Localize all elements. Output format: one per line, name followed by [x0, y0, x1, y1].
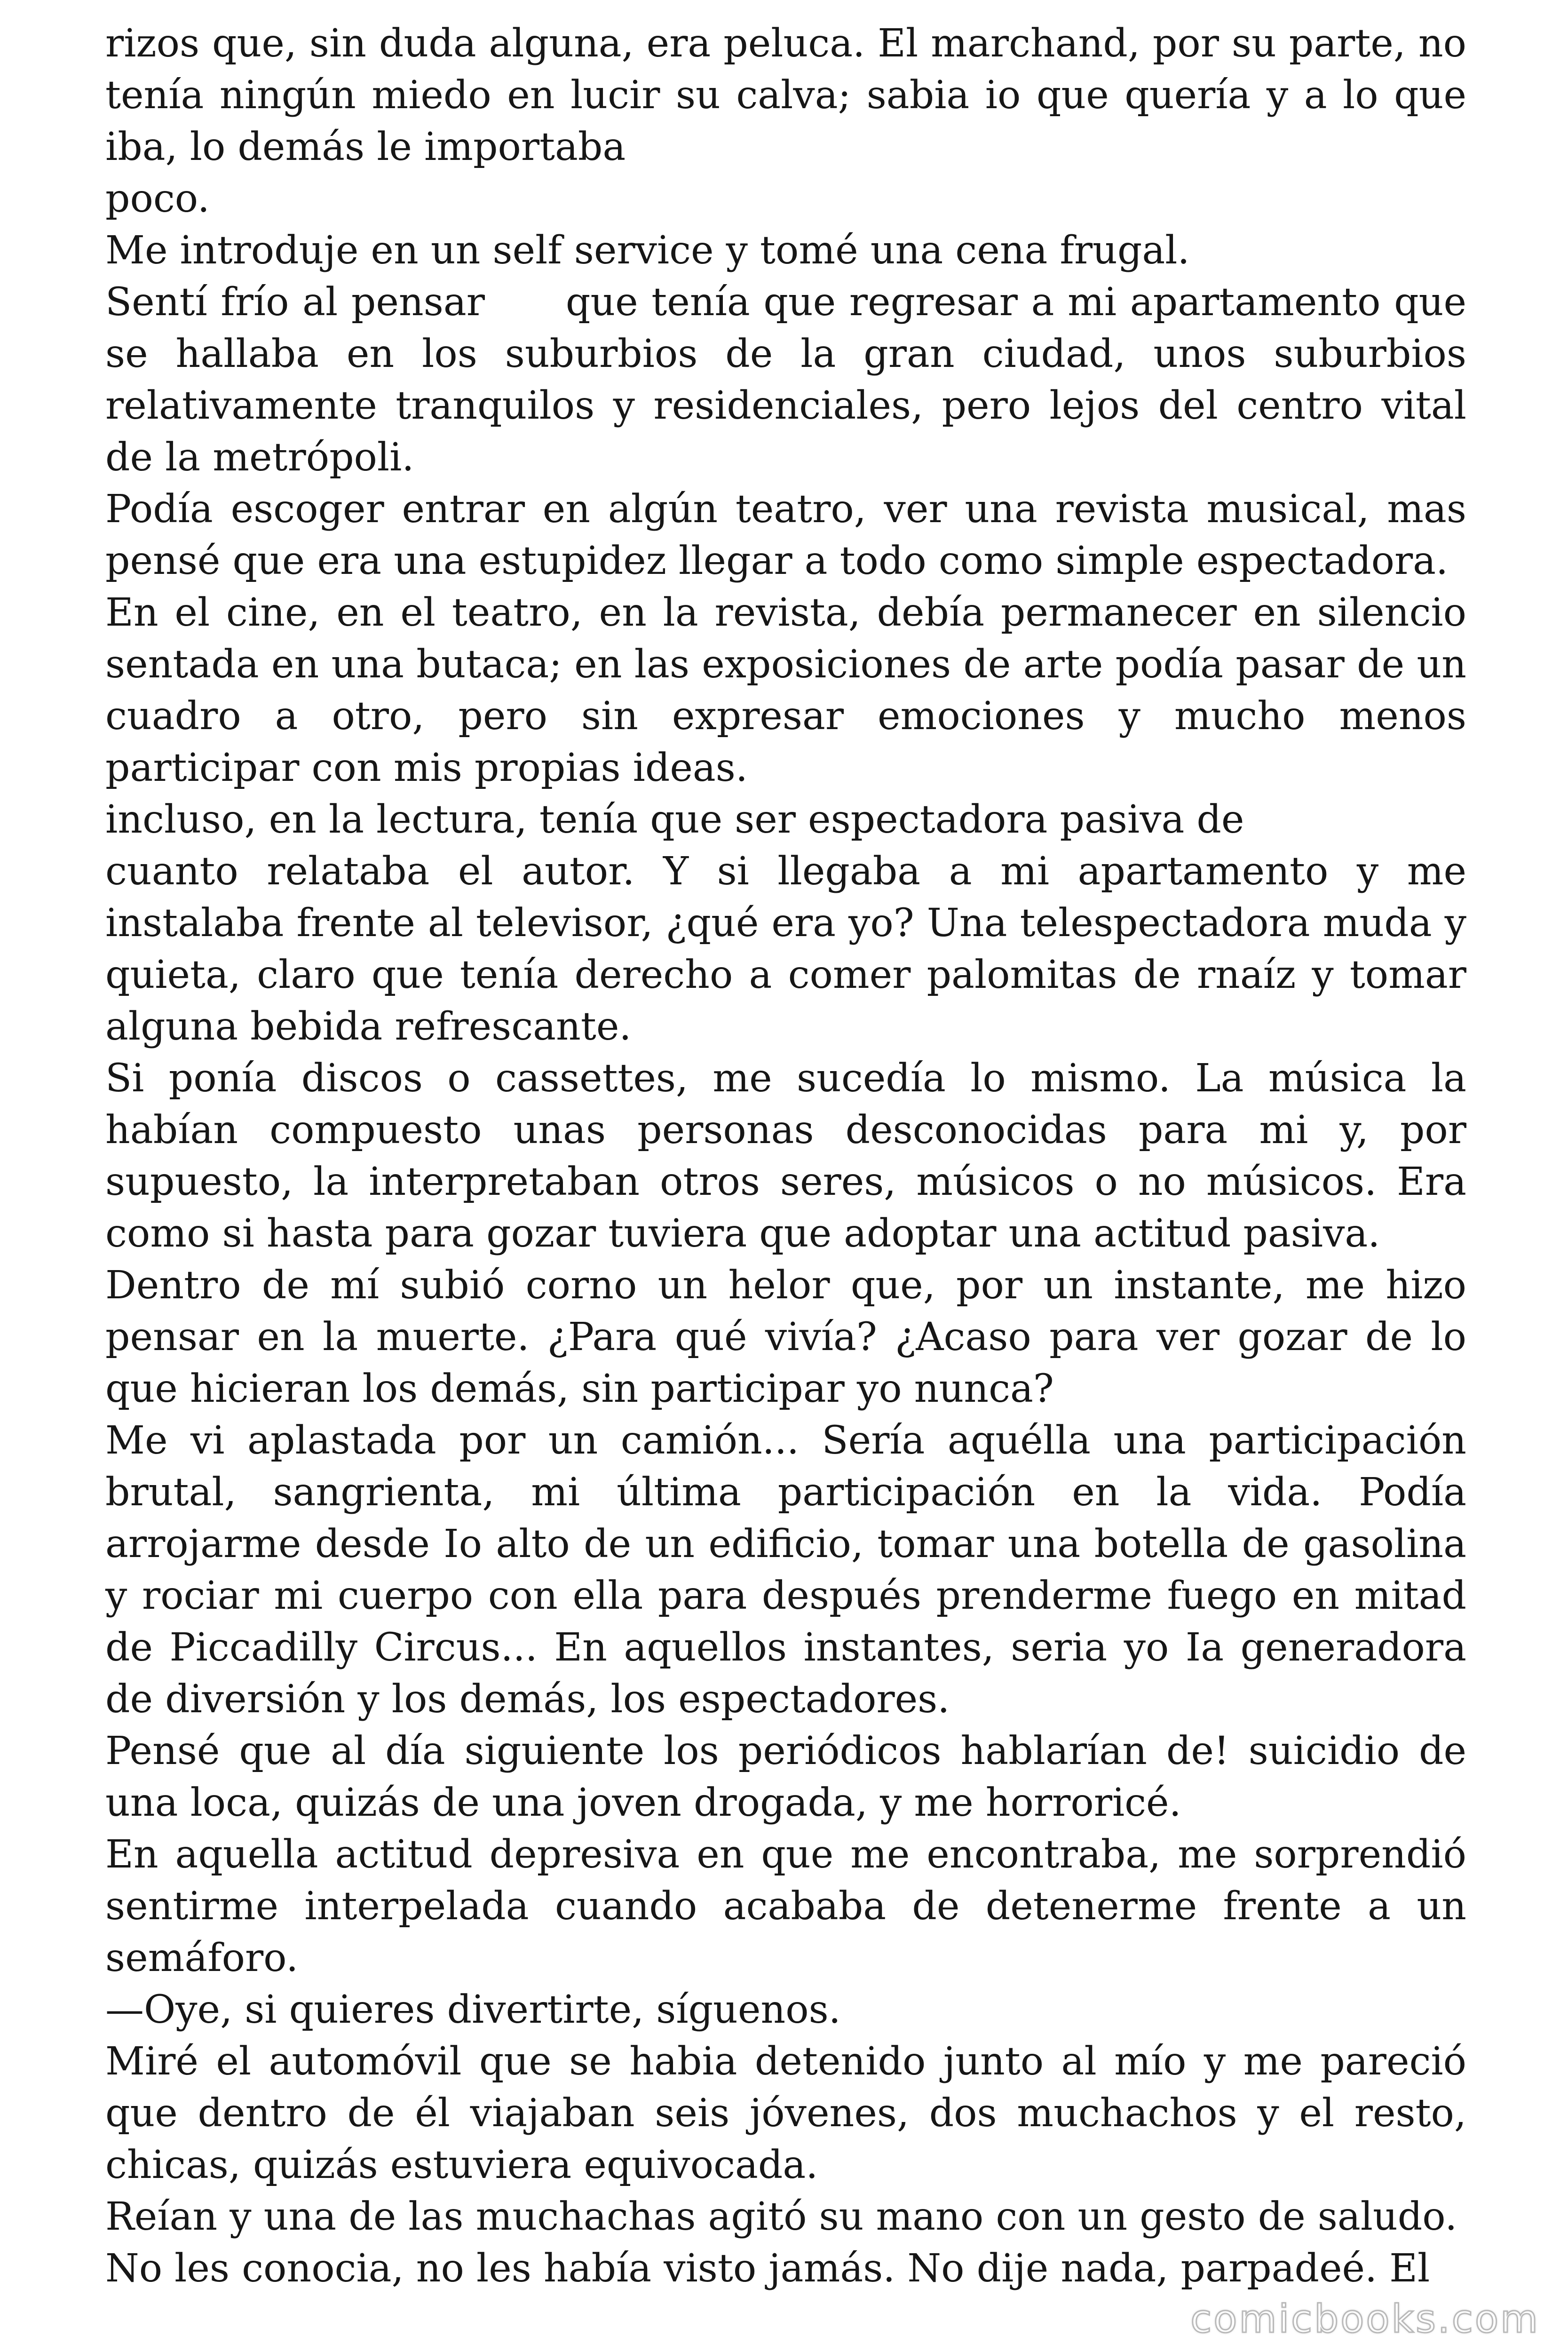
paragraph: Me introduje en un self service y tomé una cena frugal. — [105, 228, 1190, 273]
paragraph: —Oye, si quieres divertirte, síguenos. — [105, 1987, 841, 2032]
paragraph: Miré el automóvil que se habia detenido junto al mío y me pareció que dentro de él viajaban seis jóvenes, dos muchachos y el resto, chicas, quizás estuviera equivocada. — [105, 2039, 1466, 2187]
paragraph: incluso, en la lectura, tenía que ser espectadora pasiva de — [105, 797, 1244, 842]
paragraph: Podía escoger entrar en algún teatro, ver una revista musical, mas pensé que era una estupidez llegar a todo como simple espectadora. — [105, 487, 1466, 583]
paragraph: poco. — [105, 176, 210, 221]
paragraph: En el cine, en el teatro, en la revista, debía permanecer en silencio sentada en una butaca; en las exposiciones de arte podía pasar de un cuadro a otro, pero sin expresar emociones y mucho menos participar con mis propias ideas. — [105, 590, 1466, 790]
paragraph: No les conocia, no les había visto jamás. No dije nada, parpadeé. El — [105, 2246, 1430, 2291]
watermark-logo: comicbooks.com — [1190, 2297, 1540, 2342]
paragraph: rizos que, sin duda alguna, era peluca. El marchand, por su parte, no tenía ningún miedo en lucir su calva; sabia io que quería y a lo que iba, lo demás le importaba — [105, 21, 1466, 169]
paragraph: Me vi aplastada por un camión... Sería aquélla una participación brutal, sangrienta, mi última participación en la vida. Podía arrojarme desde Io alto de un edificio, tomar una botella de gasolina y rociar mi cuerpo con ella para después prenderme fuego en mitad de Piccadilly Circus... En aquellos instantes, seria yo Ia generadora de diversión y los demás, los espectadores. — [105, 1418, 1466, 1722]
document-page — [105, 18, 1479, 2295]
paragraph: cuanto relataba el autor. Y si llegaba a mi apartamento y me instalaba frente al televisor, ¿qué era yo? Una telespectadora muda y quieta, claro que tenía derecho a comer palomitas de rnaíz y tomar alguna bebida refrescante. — [105, 849, 1466, 1049]
paragraph: Si ponía discos o cassettes, me sucedía lo mismo. La música la habían compuesto unas personas desconocidas para mi y, por supuesto, la interpretaban otros seres, músicos o no músicos. Era como si hasta para gozar tuviera que adoptar una actitud pasiva. — [105, 1056, 1466, 1256]
paragraph: Reían y una de las muchachas agitó su mano con un gesto de saludo. — [105, 2194, 1457, 2239]
paragraph: En aquella actitud depresiva en que me encontraba, me sorprendió sentirme interpelada cuando acababa de detenerme frente a un semáforo. — [105, 1832, 1466, 1980]
paragraph: Pensé que al día siguiente los periódicos hablarían de! suicidio de una loca, quizás de una joven drogada, y me horroricé. — [105, 1729, 1466, 1825]
paragraph: Sentí frío al pensar que tenía que regresar a mi apartamento que se hallaba en los suburbios de la gran ciudad, unos suburbios relativamente tranquilos y residenciales, pero lejos del centro vital de la metrópoli. — [105, 280, 1479, 480]
paragraph: Dentro de mí subió corno un helor que, por un instante, me hizo pensar en la muerte. ¿Para qué vivía? ¿Acaso para ver gozar de lo que hicieran los demás, sin participar yo nunca? — [105, 1263, 1466, 1411]
